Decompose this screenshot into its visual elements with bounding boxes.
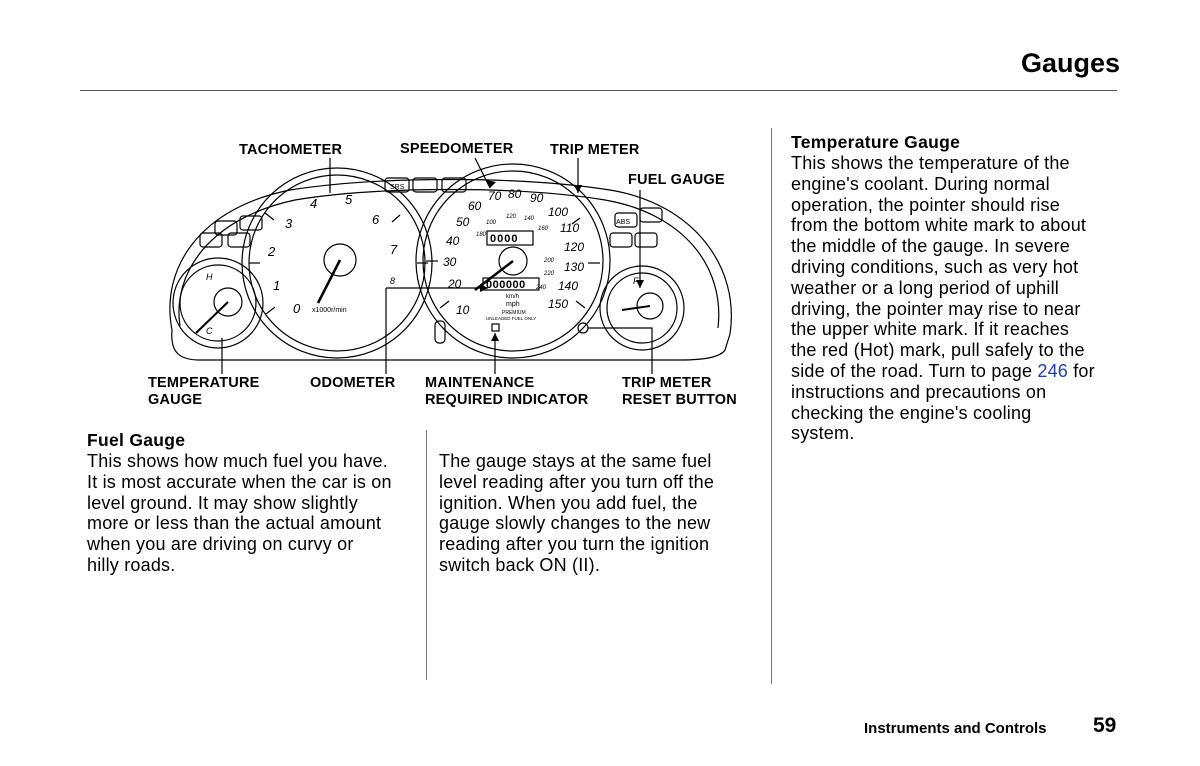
tach-number: 5 <box>345 192 353 207</box>
speed-mph-number: 30 <box>443 255 457 269</box>
speed-kmh-number: 240 <box>536 285 547 291</box>
fuel-gauge-paragraph-2: The gauge stays at the same fuel level reading after you turn off the ignition. When you add fuel, the gauge slowly changes to the new reading after you turn the ignition switch back ON (II). <box>439 451 715 575</box>
speed-kmh-number: 220 <box>544 271 555 277</box>
tach-number: 7 <box>390 242 398 257</box>
fuel-note: PREMIUM <box>502 310 526 316</box>
tach-number: 2 <box>268 244 276 259</box>
label-odometer: ODOMETER <box>310 375 396 391</box>
speed-mph-number: 130 <box>564 260 585 274</box>
speed-kmh-number: 200 <box>544 258 555 264</box>
page-number: 59 <box>1093 714 1117 737</box>
label-maintenance-indicator: MAINTENANCE REQUIRED INDICATOR <box>425 375 589 408</box>
speed-kmh-number: 180 <box>476 232 487 238</box>
tach-number: 4 <box>310 196 318 211</box>
speed-mph-number: 110 <box>560 221 580 235</box>
speed-kmh-number: 120 <box>506 214 517 220</box>
temp-cold-mark: C <box>206 326 213 336</box>
speed-mph-number: 140 <box>558 279 579 293</box>
column-divider-middle <box>426 430 427 680</box>
label-trip-meter: TRIP METER <box>550 142 640 158</box>
tach-number: 3 <box>285 216 293 231</box>
cluster-housing <box>170 180 731 361</box>
page-reference-line: side of the road. Turn to page 246 for <box>791 360 1095 381</box>
label-fuel-gauge: FUEL GAUGE <box>628 172 725 188</box>
srs-light: SRS <box>390 184 405 191</box>
tach-number: 6 <box>372 212 380 227</box>
speed-unit-kmh: km/h <box>506 294 520 300</box>
maintenance-indicator <box>492 324 499 331</box>
abs-light: ABS <box>616 219 631 226</box>
speed-mph-number: 120 <box>564 240 585 254</box>
fuel-full-mark: F <box>633 276 639 286</box>
label-tachometer: TACHOMETER <box>239 142 343 158</box>
tach-number: 0 <box>293 301 301 316</box>
page-title: Gauges <box>1020 48 1120 78</box>
speed-mph-number: 50 <box>456 215 470 229</box>
tach-number: 8 <box>390 276 396 286</box>
speed-mph-number: 60 <box>468 199 482 213</box>
tach-number: 1 <box>273 278 281 293</box>
fuel-note: UNLEADED FUEL ONLY <box>486 316 537 321</box>
speed-mph-number: 100 <box>548 205 569 219</box>
tach-unit: x1000r/min <box>312 307 347 314</box>
label-temperature-gauge: TEMPERATURE GAUGE <box>148 375 260 408</box>
odometer-digits: 000000 <box>486 279 526 291</box>
label-trip-reset-button: TRIP METER RESET BUTTON <box>622 375 737 408</box>
speed-mph-number: 90 <box>530 191 544 205</box>
footer-section-title: Instruments and Controls <box>864 720 1047 737</box>
temperature-gauge-heading: Temperature Gauge <box>791 132 961 152</box>
label-speedometer: SPEEDOMETER <box>400 141 514 157</box>
speed-kmh-number: 140 <box>524 216 535 222</box>
column-divider-right <box>771 128 772 684</box>
page-reference-link[interactable]: 246 <box>1037 360 1069 381</box>
speed-unit-mph: mph <box>506 301 520 308</box>
fuel-gauge-heading: Fuel Gauge <box>87 430 186 450</box>
temperature-gauge-paragraph: This shows the temperature of the engine's coolant. During normal operation, the pointer should rise from the bottom white mark to about the middle of the gauge. In severe driving conditions, such as very hot weather or a long period of uphill driving, the pointer may rise to near the upper white mark. If it reaches the red (Hot) mark, pull safely to the side of the road. Turn to page 246 for instructions and precautions on checking the engine's cooling system. <box>791 153 1131 444</box>
speed-mph-number: 20 <box>448 277 462 291</box>
title-rule <box>80 90 1117 91</box>
speed-mph-number: 40 <box>446 234 460 248</box>
speed-kmh-number: 160 <box>538 226 549 232</box>
speed-kmh-number: 100 <box>486 220 497 226</box>
speed-mph-number: 70 <box>488 189 502 203</box>
speed-mph-number: 150 <box>548 297 569 311</box>
temp-hot-mark: H <box>206 272 213 282</box>
speed-mph-number: 10 <box>456 303 470 317</box>
trip-meter-digits: 0000 <box>490 233 519 245</box>
speed-mph-number: 80 <box>508 187 522 201</box>
fuel-gauge-paragraph-1: This shows how much fuel you have. It is most accurate when the car is on level ground. It may show slightly more or less than the actual amount when you are driving on curvy or hilly roads. <box>87 451 392 575</box>
tachometer-dial <box>242 168 432 358</box>
